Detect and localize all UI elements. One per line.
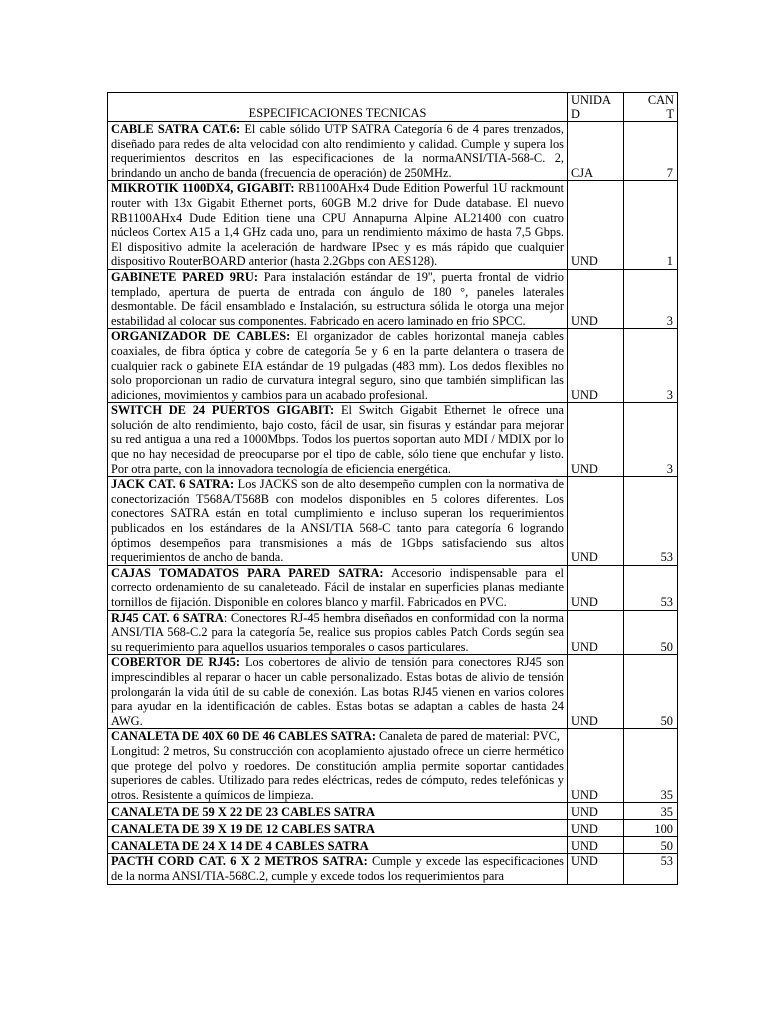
unit-cell: UND [568,403,624,477]
header-qty-line2: T [666,107,674,121]
row-gabinete [108,269,678,328]
row-canaleta-24x14 [108,837,678,854]
qty-cell: 53 [624,854,678,884]
description-cell [108,820,568,837]
description-cell [108,269,568,328]
description-cell [108,403,568,477]
unit-cell: UND [568,477,624,566]
row-mikrotik [108,181,678,270]
item-title: CANALETA DE 24 X 14 DE 4 CABLES SATRA [111,838,369,853]
description-cell [108,181,568,270]
item-title: GABINETE PARED 9RU: [111,269,258,284]
description-cell [108,329,568,403]
description-cell [108,610,568,655]
header-unit-line2: D [571,107,580,121]
spec-sheet [107,92,677,885]
description-cell [108,122,568,181]
unit-cell: UND [568,803,624,820]
description-cell [108,477,568,566]
item-text: Para instalación estándar de 19'', puerta frontal de vidrio templado, apertura de puerta de entrada con ángulo de 180 °, paneles laterales desmontable. De fácil ensamblado e Instalación, su estructura sólida le otorga una mejor estabilidad al colocar sus componentes. Fabricado en acero laminado en frio SPCC. [111,269,565,328]
row-canaleta-59x22 [108,803,678,820]
row-cable-satra [108,122,678,181]
qty-cell: 53 [624,565,678,610]
header-unit [568,93,624,122]
item-title: JACK CAT. 6 SATRA: [111,477,235,492]
unit-cell: UND [568,269,624,328]
unit-cell: UND [568,729,624,803]
row-patch-cord [108,854,678,884]
description-cell [108,729,568,803]
item-text: Cumple y excede las especificaciones de la norma ANSI/TIA-568C.2, cumple y excede todos los requerimientos para [111,854,564,883]
qty-cell: 100 [624,820,678,837]
description-cell [108,854,568,884]
header-spec: ESPECIFICACIONES TECNICAS [108,93,568,122]
row-switch [108,403,678,477]
unit-cell: UND [568,181,624,270]
header-row [108,93,678,122]
item-text: El Switch Gigabit Ethernet le ofrece una solución de alto rendimiento, bajo costo, fácil de usar, sin fisuras y estándar para mejorar su red antigua a una red a 1000Mbps. Todos los puertos soportan auto MDI / MDIX por lo que no hay necesidad de preocuparse por el tipo de cable, sólo tiene que enchufar y listo. Por otra parte, con la innovadora tecnología de eficiencia energética. [111,403,565,476]
qty-cell: 3 [624,269,678,328]
row-rj45 [108,610,678,655]
item-title: CANALETA DE 39 X 19 DE 12 CABLES SATRA [111,821,375,836]
item-text: Los JACKS son de alto desempeño cumplen con la normativa de conectorización T568A/T568B con modelos disponibles en 5 colores diferentes. Los conectores SATRA están en total cumplimiento e incluso superan los requerimientos publicados en los estándares de la ANSI/TIA 568-C tanto para categoría 6 logrando óptimos desempeños para transmisiones a más de 1Gbps satisfaciendo sus altos requerimientos de ancho de banda. [111,477,564,565]
qty-cell: 7 [624,122,678,181]
item-text: Los cobertores de alivio de tensión para conectores RJ45 son imprescindibles al reparar o hacer un cable personalizado. Estas botas de alivio de tensión prolongarán la vida útil de su cable de conexión. Las botas RJ45 vienen en varios colores para ayudar en la identificación de cables. Estas botas se adaptan a cables de hasta 24 AWG. [111,655,564,728]
item-text: Canaleta de pared de material: PVC, Longitud: 2 metros, Su construcción con acoplamiento ajustado ofrece un cierre hermético que protege del polvo y roedores. De constitución amplia permite soportar cantidades superiores de cables. Utilizado para redes eléctricas, redes de cómputo, redes telefónicas y otros. Resistente a químicos de limpieza. [111,729,564,802]
qty-cell: 35 [624,803,678,820]
description-cell [108,837,568,854]
qty-cell: 50 [624,837,678,854]
unit-cell: UND [568,837,624,854]
qty-cell: 35 [624,729,678,803]
item-text: Accesorio indispensable para el correcto ordenamiento de su canaleteado. Fácil de instalar en superficies planas mediante tornillos de fijación. Disponible en colores blanco y marfil. Fabricados en PVC. [111,565,564,609]
unit-cell: UND [568,854,624,884]
row-cajas [108,565,678,610]
item-title: CAJAS TOMADATOS PARA PARED SATRA: [111,565,384,580]
unit-cell: UND [568,655,624,729]
item-title: SWITCH DE 24 PUERTOS GIGABIT: [111,403,335,418]
unit-cell: UND [568,610,624,655]
header-qty-line1: CAN [647,93,674,107]
qty-cell: 3 [624,329,678,403]
spec-table [107,92,678,885]
item-title: PACTH CORD CAT. 6 X 2 METROS SATRA: [111,854,368,869]
unit-cell: CJA [568,122,624,181]
item-title: MIKROTIK 1100DX4, GIGABIT: [111,181,295,196]
item-text: RB1100AHx4 Dude Edition Powerful 1U rackmount router with 13x Gigabit Ethernet ports, 60GB M.2 drive for Dude database. El nuevo RB1100AHx4 Dude Edition tiene una CPU Annapurna Alpine AL21400 con cuatro núcleos Cortex A15 a 1,4 GHz cada uno, para un rendimiento máximo de hasta 7,5 Gbps. El dispositivo admite la aceleración de hardware IPsec y es más rápido que cualquier dispositivo RouterBOARD anterior (hasta 2.2Gbps con AES128). [111,181,564,269]
item-title: RJ45 CAT. 6 SATRA [111,610,224,625]
unit-cell: UND [568,329,624,403]
item-title: CANALETA DE 59 X 22 DE 23 CABLES SATRA [111,804,375,819]
row-canaleta-39x19 [108,820,678,837]
unit-cell: UND [568,565,624,610]
row-organizador [108,329,678,403]
header-unit-line1: UNIDA [571,93,611,107]
item-text: : Conectores RJ-45 hembra diseñados en conformidad con la norma ANSI/TIA 568-C.2 para la categoría 5e, realice sus propios cables Patch Cords según sea su requerimiento para aquellos usuarios temporales o casos particulares. [111,610,564,654]
row-cobertor [108,655,678,729]
unit-cell: UND [568,820,624,837]
qty-cell: 50 [624,655,678,729]
qty-cell: 50 [624,610,678,655]
item-text: El organizador de cables horizontal maneja cables coaxiales, de fibra óptica y cobre de categoría 5e y 6 en la parte delantera o trasera de cualquier rack o gabinete EIA estándar de 19 pulgadas (483 mm). Los dedos flexibles no solo proporcionan un radio de curvatura integral seguro, sino que también simplifican las adiciones, movimientos y cambios para un acabado profesional. [111,329,564,402]
item-title: COBERTOR DE RJ45: [111,655,241,670]
qty-cell: 1 [624,181,678,270]
qty-cell: 53 [624,477,678,566]
qty-cell: 3 [624,403,678,477]
header-qty [624,93,678,122]
description-cell [108,803,568,820]
row-jack [108,477,678,566]
row-canaleta-40x60 [108,729,678,803]
item-title: CABLE SATRA CAT.6: [111,122,241,136]
description-cell [108,565,568,610]
item-title: CANALETA DE 40X 60 DE 46 CABLES SATRA: [111,729,376,744]
description-cell [108,655,568,729]
item-text: El cable sólido UTP SATRA Categoría 6 de 4 pares trenzados, diseñado para redes de alta velocidad con alto rendimiento y calidad. Cumple y supera los requerimientos descritos en las especificaciones de la normaANSI/TIA-568-C. 2, brindando un ancho de banda (frecuencia de operación) de 250MHz. [111,122,564,180]
item-title: ORGANIZADOR DE CABLES: [111,329,291,344]
